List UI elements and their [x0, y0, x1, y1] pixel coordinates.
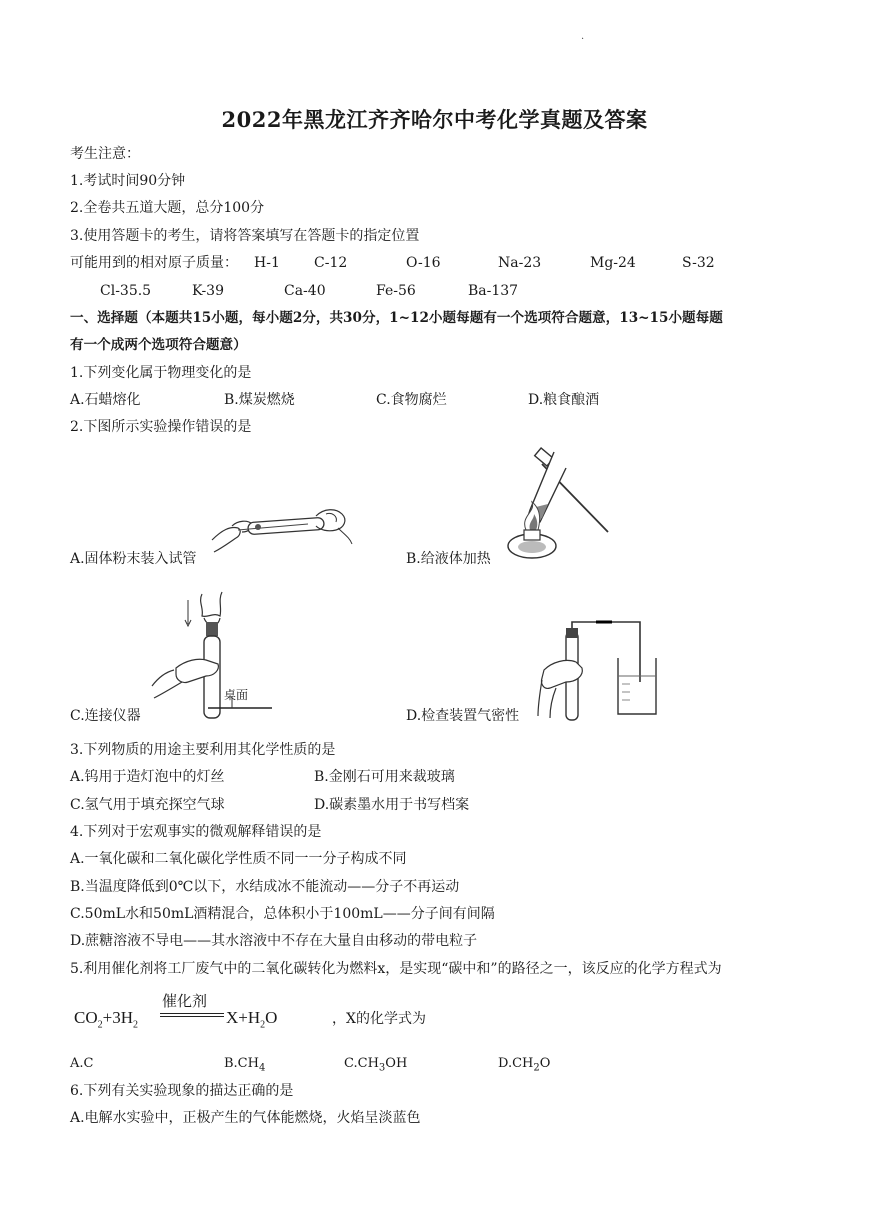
page-title: 2022年黑龙江齐齐哈尔中考化学真题及答案 — [221, 107, 648, 132]
option: D.碳素墨水用于书写档案 — [314, 797, 470, 813]
option: C.50mL水和50mL酒精混合，总体积小于100mL——分子间有间隔 — [70, 906, 495, 922]
atomic-mass: Cl-35.5 — [100, 283, 152, 299]
option: A.钨用于造灯泡中的灯丝 — [70, 769, 225, 785]
option: $C.CH_3OH$ — [344, 1056, 408, 1074]
equation-line — [160, 1016, 224, 1017]
equation-question: ，X的化学式为 — [332, 1011, 426, 1027]
connecting-apparatus-figure — [148, 588, 276, 724]
page-mark: · — [581, 34, 585, 45]
powder-loading-figure — [208, 500, 354, 556]
atomic-mass: S-32 — [682, 255, 715, 271]
figure-label-desk: 桌面 — [224, 688, 249, 702]
figure-caption: D.检查装置气密性 — [406, 708, 520, 724]
figure-caption: C.连接仪器 — [70, 708, 141, 724]
question-stem: 2.下图所示实验操作错误的是 — [70, 419, 252, 435]
airtightness-check-figure — [536, 618, 660, 722]
chemical-equation — [74, 992, 426, 1036]
equation-products: $X+H_2O$ — [226, 1008, 278, 1031]
option: A.电解水实验中，正极产生的气体能燃烧，火焰呈淡蓝色 — [70, 1110, 421, 1126]
atomic-mass: K-39 — [192, 283, 224, 299]
atomic-mass-label: 可能用到的相对原子质量： — [70, 255, 238, 271]
section-heading: 有一个成两个选项符合题意） — [70, 337, 247, 353]
question-stem: 4.下列对于宏观事实的微观解释错误的是 — [70, 824, 322, 840]
question-stem: 3.下列物质的用途主要利用其化学性质的是 — [70, 742, 336, 758]
atomic-mass: Ba-137 — [468, 283, 519, 299]
option: $B.CH_4$ — [224, 1056, 266, 1074]
atomic-mass: Ca-40 — [284, 283, 326, 299]
option: B.当温度降低到0℃以下，水结成冰不能流动——分子不再运动 — [70, 879, 460, 895]
notice-heading: 考生注意： — [70, 146, 140, 162]
option: $D.CH_2O$ — [498, 1056, 551, 1074]
atomic-mass: O-16 — [406, 255, 441, 271]
option: A.C — [70, 1056, 94, 1071]
option: C.氢气用于填充探空气球 — [70, 797, 225, 813]
option: B.煤炭燃烧 — [224, 392, 295, 408]
notice-item: 2.全卷共五道大题，总分100分 — [70, 200, 265, 216]
notice-item: 1.考试时间90分钟 — [70, 173, 186, 189]
question-stem: 5.利用催化剂将工厂废气中的二氧化碳转化为燃料x，是实现“碳中和”的路径之一，该反应的化学方程式为 — [70, 961, 722, 977]
equation-line — [160, 1013, 224, 1014]
option: A.石蜡熔化 — [70, 392, 141, 408]
option: A.一氧化碳和二氧化碳化学性质不同一一分子构成不同 — [70, 851, 407, 867]
atomic-mass: Mg-24 — [590, 255, 636, 271]
heating-liquid-figure — [496, 446, 616, 568]
equation-catalyst: 催化剂 — [162, 992, 208, 1010]
figure-caption: B.给液体加热 — [406, 551, 491, 567]
option: D.粮食酿酒 — [528, 392, 600, 408]
option: D.蔗糖溶液不导电——其水溶液中不存在大量自由移动的带电粒子 — [70, 933, 478, 949]
question-stem: 6.下列有关实验现象的描达正确的是 — [70, 1083, 294, 1099]
equation-reactants: $CO_2+3H_2$ — [74, 1008, 138, 1031]
atomic-mass: Na-23 — [498, 255, 542, 271]
question-stem: 1.下列变化属于物理变化的是 — [70, 365, 252, 381]
figure-caption: A.固体粉末装入试管 — [70, 551, 197, 567]
option: C.食物腐烂 — [376, 392, 447, 408]
notice-item: 3.使用答题卡的考生，请将答案填写在答题卡的指定位置 — [70, 228, 420, 244]
atomic-mass: C-12 — [314, 255, 348, 271]
atomic-mass: H-1 — [254, 255, 280, 271]
atomic-mass: Fe-56 — [376, 283, 416, 299]
option: B.金刚石可用来裁玻璃 — [314, 769, 455, 785]
section-heading: 一、选择题（本题共15小题，每小题2分，共30分，1~12小题每题有一个选项符合题意，13~15小题每题 — [70, 310, 723, 326]
